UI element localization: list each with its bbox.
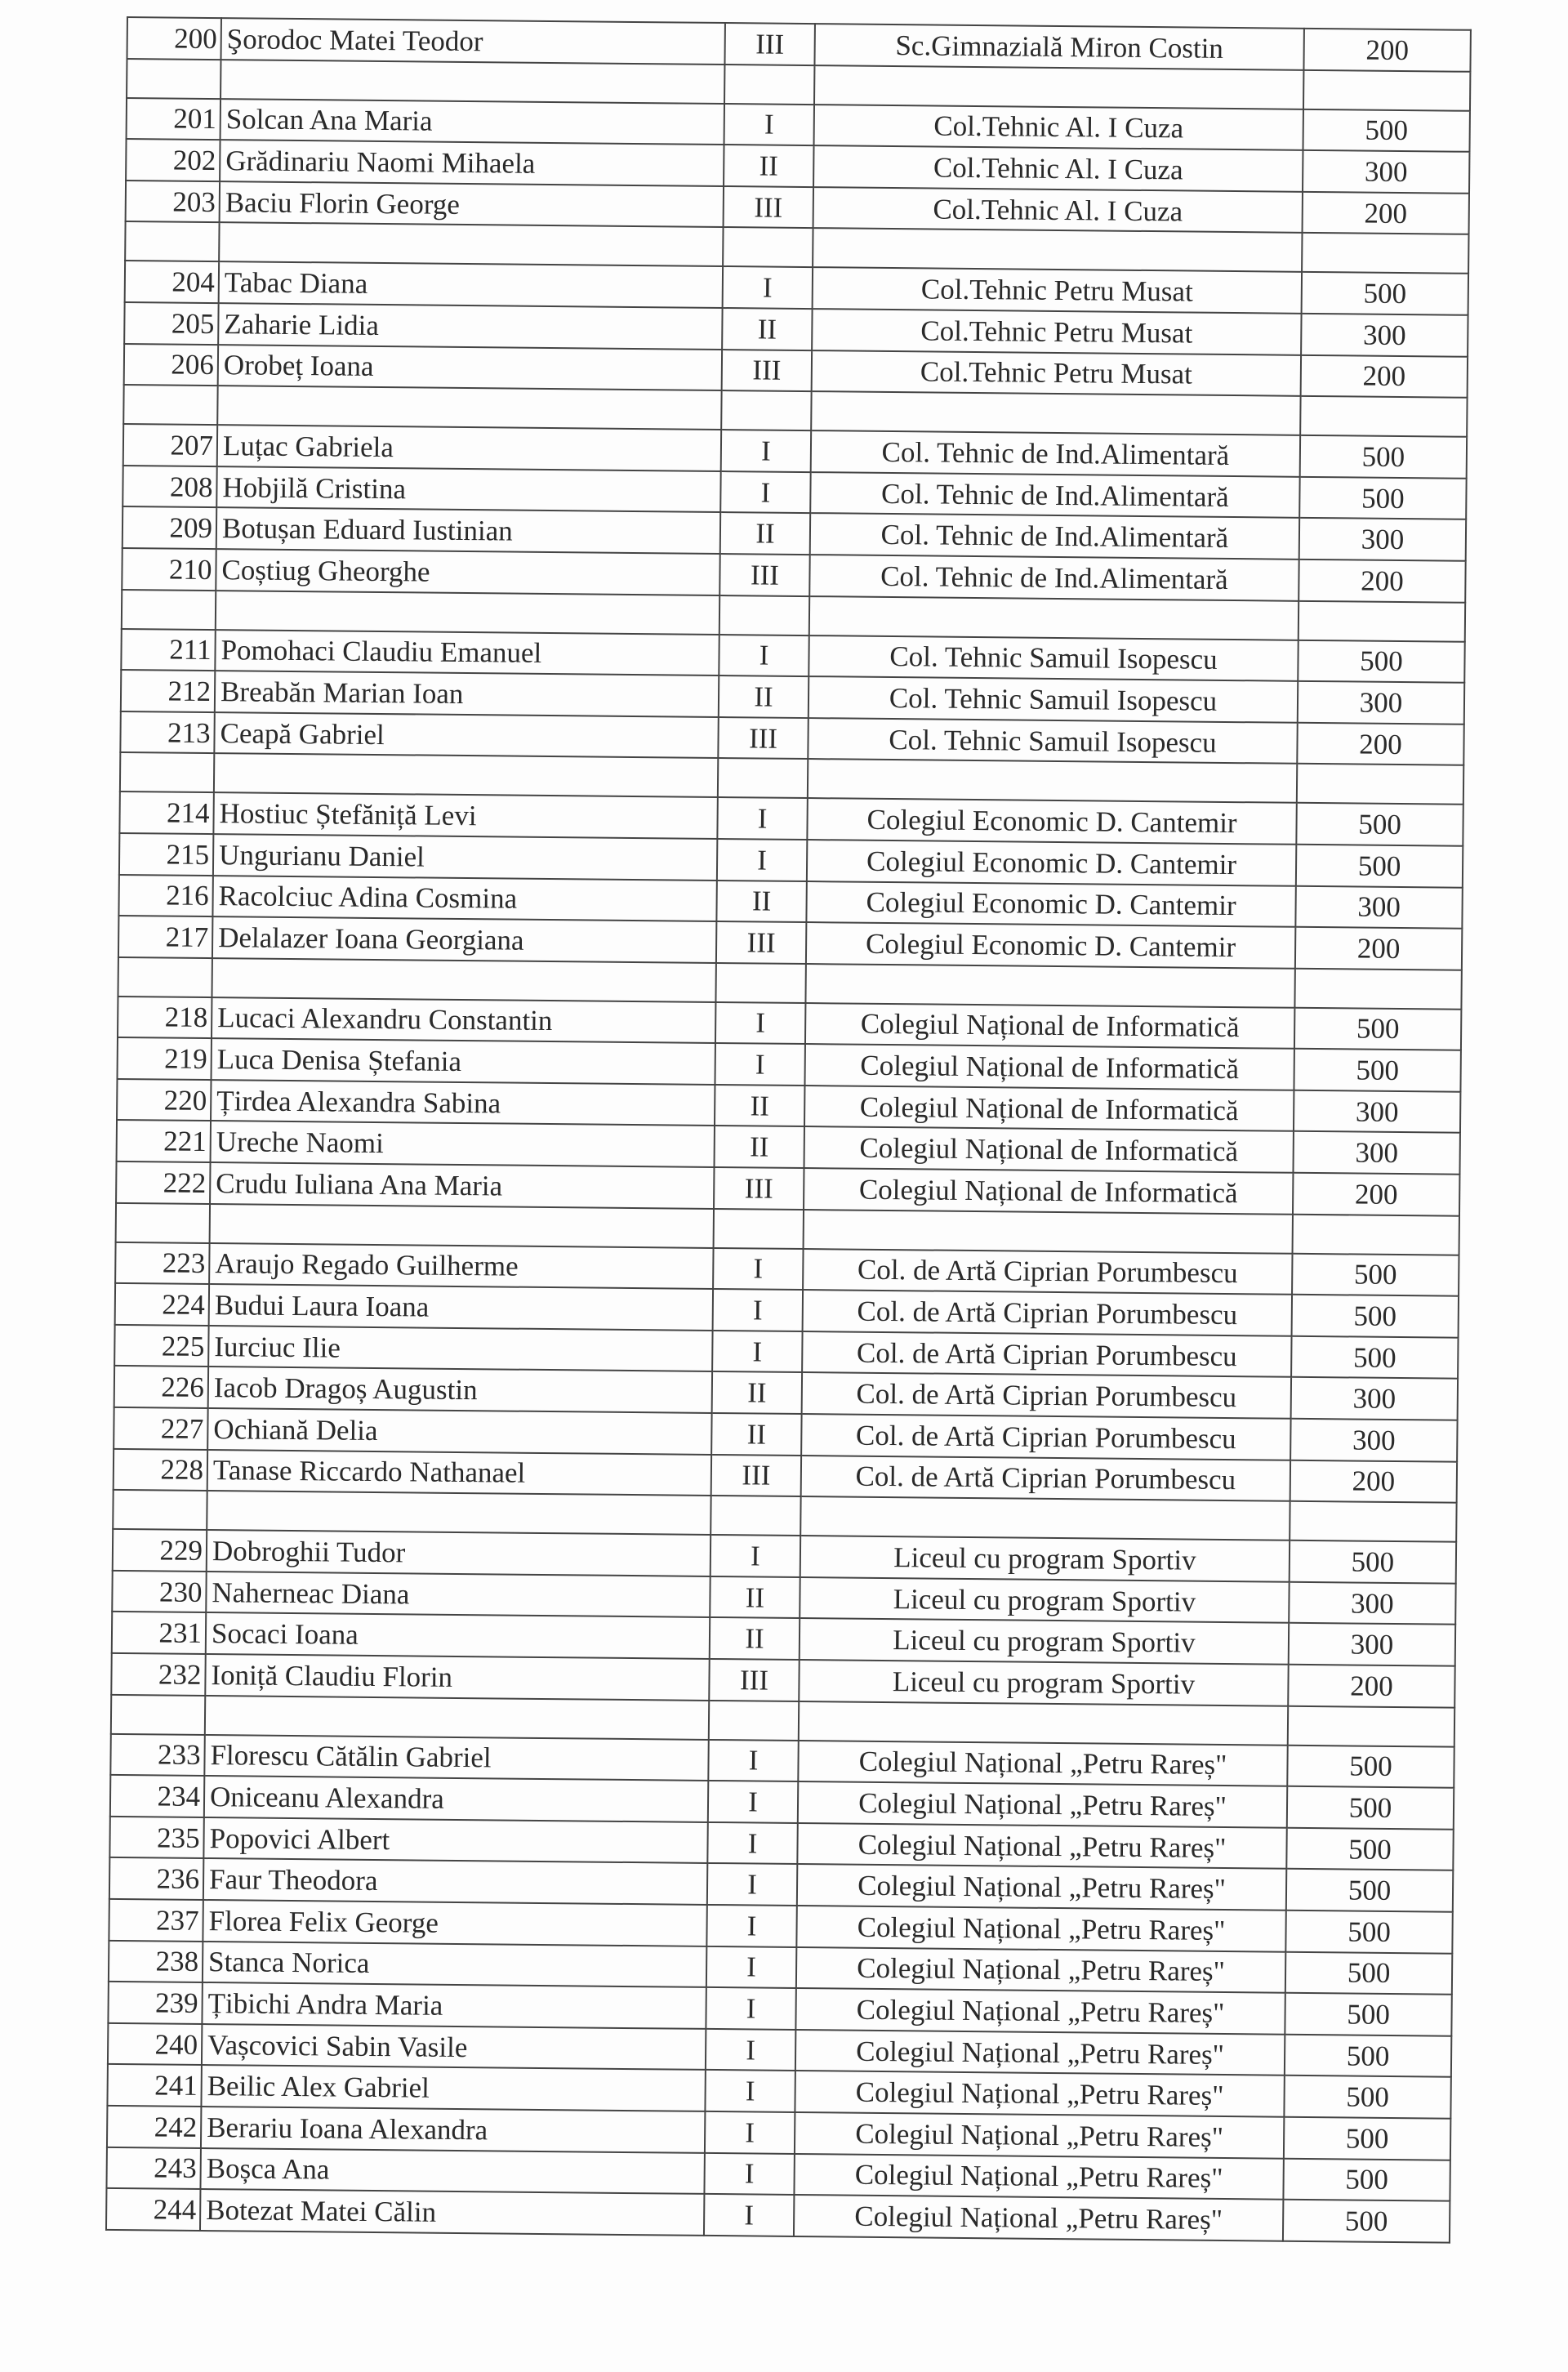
- student-name: Crudu Iuliana Ana Maria: [210, 1162, 714, 1209]
- prize-class: II: [710, 1576, 800, 1619]
- prize-class: III: [716, 921, 806, 964]
- prize-class: I: [721, 430, 811, 472]
- prize-amount: 300: [1289, 1582, 1455, 1625]
- school-name: Col.Tehnic Al. I Cuza: [813, 187, 1303, 233]
- empty-cell: [721, 390, 811, 430]
- student-name: Berariu Ioana Alexandra: [201, 2107, 705, 2153]
- prize-class: II: [710, 1617, 800, 1660]
- empty-cell: [719, 595, 809, 635]
- prize-class: I: [713, 1289, 803, 1331]
- empty-cell: [127, 59, 220, 99]
- prize-class: I: [707, 1863, 797, 1906]
- row-number: 230: [112, 1571, 206, 1613]
- empty-cell: [710, 1496, 800, 1536]
- school-name: Colegiul Național „Petru Rareș": [794, 2154, 1283, 2200]
- empty-cell: [207, 1491, 710, 1535]
- student-name: Ungurianu Daniel: [213, 834, 717, 881]
- school-name: Colegiul Național „Petru Rareș": [794, 2195, 1283, 2240]
- school-name: Colegiul Național de Informatică: [804, 1126, 1294, 1172]
- row-number: 225: [114, 1325, 208, 1367]
- student-name: Hostiuc Ștefăniță Levi: [213, 792, 717, 839]
- prize-class: II: [720, 512, 810, 555]
- school-name: Colegiul Național „Petru Rareș": [797, 1823, 1286, 1869]
- row-number: 226: [114, 1366, 208, 1408]
- row-number: 202: [126, 139, 220, 181]
- empty-cell: [809, 596, 1298, 640]
- student-name: Ioniță Claudiu Florin: [205, 1654, 709, 1701]
- student-name: Stanca Norica: [203, 1942, 706, 1988]
- prize-amount: 300: [1295, 885, 1462, 929]
- student-name: Tabac Diana: [219, 261, 723, 308]
- row-number: 207: [123, 424, 217, 466]
- prize-class: I: [705, 2111, 795, 2154]
- student-name: Faur Theodora: [203, 1858, 707, 1905]
- row-number: 206: [124, 344, 218, 386]
- row-number: 204: [125, 261, 219, 303]
- student-name: Araujo Regado Guilherme: [209, 1243, 713, 1290]
- school-name: Colegiul Național de Informatică: [804, 1086, 1294, 1131]
- row-number: 223: [115, 1242, 209, 1285]
- school-name: Colegiul Național „Petru Rareș": [796, 1947, 1285, 1993]
- school-name: Colegiul Național „Petru Rareș": [795, 1988, 1285, 2034]
- student-name: Oniceanu Alexandra: [204, 1776, 708, 1822]
- empty-cell: [1290, 1501, 1456, 1542]
- prize-amount: 500: [1286, 1828, 1453, 1871]
- student-name: Ochiană Delia: [207, 1408, 711, 1455]
- prize-class: II: [722, 308, 812, 350]
- school-name: Col. de Artă Ciprian Porumbescu: [803, 1249, 1292, 1295]
- school-name: Col. Tehnic Samuil Isopescu: [808, 635, 1298, 681]
- prize-class: II: [711, 1413, 801, 1456]
- row-number: 211: [121, 629, 215, 671]
- prize-amount: 500: [1283, 2158, 1450, 2201]
- prize-amount: 200: [1288, 1665, 1454, 1708]
- student-name: Ceapă Gabriel: [214, 712, 718, 759]
- prize-class: II: [712, 1371, 802, 1414]
- prize-amount: 200: [1298, 560, 1465, 603]
- prize-class: I: [708, 1781, 798, 1823]
- prize-amount: 500: [1285, 1951, 1452, 1995]
- prize-amount: 300: [1294, 1090, 1460, 1134]
- student-name: Florescu Cătălin Gabriel: [204, 1735, 708, 1781]
- student-name: Hobjilă Cristina: [216, 466, 720, 513]
- row-number: 209: [122, 506, 216, 549]
- prize-amount: 300: [1293, 1131, 1459, 1175]
- school-name: Col. Tehnic de Ind.Alimentară: [809, 555, 1298, 600]
- prize-class: I: [717, 797, 807, 840]
- row-number: 242: [107, 2106, 201, 2148]
- student-name: Solcan Ana Maria: [220, 99, 724, 145]
- prize-class: III: [719, 554, 809, 596]
- prize-amount: 300: [1298, 681, 1464, 725]
- row-number: 201: [127, 98, 220, 140]
- empty-cell: [111, 1695, 205, 1735]
- prize-amount: 500: [1302, 272, 1468, 315]
- school-name: Col. Tehnic de Ind.Alimentară: [810, 513, 1299, 559]
- prize-amount: 500: [1285, 1911, 1452, 1954]
- prize-class: III: [718, 717, 808, 760]
- prize-amount: 500: [1286, 1869, 1453, 1912]
- prize-class: II: [719, 675, 808, 718]
- student-name: Coștiug Gheorghe: [216, 549, 719, 595]
- student-name: Boșca Ana: [200, 2148, 704, 2195]
- empty-cell: [800, 1496, 1290, 1540]
- student-name: Beilic Alex Gabriel: [201, 2065, 705, 2111]
- row-number: 236: [109, 1857, 203, 1900]
- prize-class: I: [715, 1002, 805, 1045]
- student-name: Baciu Florin George: [220, 181, 724, 228]
- prize-amount: 500: [1292, 1295, 1459, 1338]
- student-name: Țirdea Alexandra Sabina: [211, 1080, 715, 1126]
- empty-cell: [718, 758, 808, 798]
- prize-class: I: [715, 1043, 804, 1086]
- prize-class: I: [707, 1822, 797, 1865]
- student-name: Botezat Matei Călin: [200, 2189, 704, 2236]
- school-name: Colegiul Economic D. Cantemir: [807, 798, 1296, 844]
- student-name: Tanase Riccardo Nathanael: [207, 1450, 711, 1496]
- row-number: 243: [106, 2147, 200, 2189]
- school-name: Colegiul Național de Informatică: [804, 1044, 1294, 1090]
- school-name: Colegiul Național de Informatică: [804, 1168, 1293, 1214]
- school-name: Colegiul Național „Petru Rareș": [795, 2030, 1285, 2076]
- school-name: Col. de Artă Ciprian Porumbescu: [801, 1414, 1290, 1460]
- prize-amount: 300: [1290, 1419, 1457, 1462]
- prize-amount: 300: [1301, 314, 1468, 357]
- student-name: Grădinariu Naomi Mihaela: [220, 140, 724, 186]
- prize-amount: 200: [1303, 29, 1470, 72]
- row-number: 235: [109, 1817, 203, 1859]
- student-name: Iurciuc Ilie: [208, 1326, 712, 1372]
- empty-cell: [1294, 968, 1461, 1009]
- row-number: 227: [114, 1407, 207, 1450]
- prize-class: I: [720, 471, 810, 514]
- school-name: Liceul cu program Sportiv: [800, 1536, 1290, 1581]
- school-name: Col. Tehnic Samuil Isopescu: [808, 676, 1298, 722]
- prize-class: III: [724, 186, 813, 229]
- row-number: 233: [110, 1734, 204, 1777]
- row-number: 238: [109, 1940, 203, 1982]
- prize-class: I: [706, 1946, 796, 1988]
- prize-class: I: [719, 635, 808, 677]
- school-name: Colegiul Național „Petru Rareș": [795, 2071, 1284, 2116]
- empty-cell: [814, 65, 1303, 109]
- prize-amount: 200: [1297, 723, 1463, 766]
- student-name: Racolciuc Adina Cosmina: [212, 876, 716, 922]
- prize-class: I: [723, 266, 813, 309]
- row-number: 220: [117, 1079, 211, 1121]
- empty-cell: [805, 964, 1294, 1008]
- student-name: Budui Laura Ioana: [209, 1284, 713, 1331]
- prize-class: III: [722, 350, 812, 392]
- empty-cell: [214, 753, 718, 797]
- empty-cell: [122, 590, 216, 630]
- school-name: Liceul cu program Sportiv: [800, 1618, 1289, 1664]
- prize-class: I: [724, 104, 814, 146]
- empty-cell: [125, 221, 219, 261]
- row-number: 229: [113, 1529, 207, 1572]
- prize-amount: 500: [1284, 2076, 1450, 2119]
- row-number: 214: [119, 791, 213, 834]
- student-name: Şorodoc Matei Teodor: [220, 18, 724, 65]
- prize-class: II: [724, 145, 813, 187]
- prize-amount: 500: [1291, 1336, 1458, 1380]
- empty-cell: [1300, 396, 1467, 437]
- prize-amount: 300: [1291, 1377, 1458, 1420]
- school-name: Sc.Gimnazială Miron Costin: [814, 24, 1303, 69]
- prize-amount: 500: [1303, 109, 1469, 152]
- empty-cell: [1288, 1705, 1454, 1746]
- school-name: Col. de Artă Ciprian Porumbescu: [802, 1331, 1291, 1377]
- prize-class: I: [710, 1535, 800, 1577]
- school-name: Col. de Artă Ciprian Porumbescu: [801, 1456, 1290, 1501]
- prize-amount: 500: [1284, 2117, 1450, 2160]
- prize-amount: 500: [1300, 435, 1467, 479]
- empty-cell: [1303, 69, 1470, 110]
- empty-cell: [120, 752, 214, 792]
- school-name: Col. de Artă Ciprian Porumbescu: [802, 1372, 1291, 1418]
- row-number: 240: [108, 2023, 202, 2066]
- school-name: Colegiul Național „Petru Rareș": [798, 1781, 1287, 1827]
- empty-cell: [714, 1209, 804, 1249]
- row-number: 210: [122, 548, 216, 591]
- prize-class: III: [724, 23, 814, 65]
- school-name: Col. Tehnic de Ind.Alimentară: [810, 472, 1299, 518]
- student-name: Breabăn Marian Ioan: [215, 671, 719, 717]
- school-name: Liceul cu program Sportiv: [800, 1577, 1289, 1623]
- student-name: Orobeț Ioana: [218, 345, 722, 391]
- school-name: Col.Tehnic Al. I Cuza: [814, 105, 1303, 150]
- prize-amount: 500: [1283, 2200, 1450, 2243]
- row-number: 203: [126, 181, 220, 223]
- row-number: 217: [118, 916, 212, 958]
- empty-cell: [219, 222, 723, 266]
- empty-cell: [1297, 764, 1463, 805]
- student-name: Vașcovici Sabin Vasile: [202, 2024, 706, 2071]
- empty-cell: [113, 1490, 207, 1530]
- empty-cell: [1293, 1214, 1459, 1255]
- student-name: Socaci Ioana: [206, 1612, 710, 1659]
- school-name: Col.Tehnic Petru Musat: [812, 350, 1301, 396]
- school-name: Col.Tehnic Petru Musat: [812, 309, 1301, 354]
- student-name: Zaharie Lidia: [218, 303, 722, 350]
- prize-amount: 500: [1294, 1049, 1460, 1092]
- prize-amount: 500: [1285, 2034, 1451, 2077]
- prize-amount: 500: [1290, 1540, 1456, 1584]
- prize-class: II: [716, 880, 806, 922]
- empty-cell: [804, 1210, 1293, 1254]
- student-name: Dobroghii Tudor: [207, 1530, 710, 1576]
- school-name: Col. de Artă Ciprian Porumbescu: [803, 1290, 1292, 1335]
- student-name: Naherneac Diana: [206, 1572, 710, 1618]
- prize-class: I: [704, 2194, 794, 2236]
- empty-cell: [212, 958, 715, 1002]
- prize-amount: 200: [1303, 192, 1469, 235]
- empty-cell: [715, 963, 805, 1003]
- student-name: Delalazer Ioana Georgiana: [212, 916, 716, 963]
- row-number: 221: [117, 1120, 211, 1162]
- prize-amount: 300: [1289, 1623, 1455, 1666]
- row-number: 216: [118, 874, 212, 916]
- empty-cell: [1298, 600, 1465, 641]
- empty-cell: [1302, 233, 1468, 274]
- row-number: 208: [122, 466, 216, 508]
- prize-class: II: [715, 1085, 804, 1127]
- school-name: Colegiul Național „Petru Rareș": [795, 2112, 1284, 2158]
- empty-cell: [216, 591, 719, 635]
- prize-class: III: [711, 1455, 801, 1497]
- prize-class: I: [708, 1740, 798, 1782]
- empty-cell: [118, 957, 212, 997]
- awards-table: [105, 16, 1472, 2243]
- student-name: Pomohaci Claudiu Emanuel: [215, 630, 719, 676]
- student-name: Botușan Eduard Iustinian: [216, 507, 720, 554]
- student-name: Ureche Naomi: [211, 1121, 715, 1168]
- row-number: 200: [127, 17, 221, 60]
- prize-class: I: [704, 2152, 794, 2195]
- school-name: Colegiul Național „Petru Rareș": [798, 1741, 1287, 1786]
- prize-amount: 500: [1292, 1253, 1459, 1296]
- row-number: 212: [121, 670, 215, 712]
- school-name: Col.Tehnic Petru Musat: [813, 267, 1302, 313]
- row-number: 239: [108, 1982, 202, 2024]
- prize-class: I: [717, 839, 807, 881]
- row-number: 213: [120, 711, 214, 754]
- prize-amount: 500: [1298, 640, 1464, 683]
- prize-amount: 500: [1285, 1993, 1451, 2036]
- row-number: 234: [110, 1775, 204, 1817]
- school-name: Colegiul Economic D. Cantemir: [806, 922, 1295, 968]
- empty-cell: [724, 65, 814, 105]
- prize-class: I: [706, 2029, 795, 2071]
- school-name: Liceul cu program Sportiv: [799, 1660, 1288, 1705]
- prize-amount: 500: [1294, 1007, 1461, 1050]
- document-page: [105, 16, 1470, 2243]
- student-name: Luca Denisa Ștefania: [212, 1038, 715, 1085]
- prize-amount: 200: [1301, 354, 1468, 398]
- row-number: 222: [116, 1161, 210, 1204]
- row-number: 232: [111, 1653, 205, 1696]
- student-name: Florea Felix George: [203, 1900, 706, 1946]
- student-name: Luțac Gabriela: [217, 425, 721, 471]
- prize-amount: 500: [1296, 803, 1463, 846]
- row-number: 241: [107, 2064, 201, 2107]
- prize-amount: 500: [1287, 1745, 1454, 1788]
- school-name: Colegiul Național de Informatică: [805, 1003, 1294, 1049]
- empty-cell: [217, 386, 721, 430]
- empty-cell: [709, 1701, 799, 1741]
- prize-class: I: [706, 1987, 795, 2030]
- student-name: Iacob Dragoș Augustin: [208, 1367, 712, 1413]
- empty-cell: [811, 391, 1300, 435]
- empty-cell: [723, 227, 813, 267]
- prize-amount: 200: [1293, 1173, 1459, 1216]
- row-number: 228: [114, 1449, 207, 1491]
- prize-class: I: [705, 2070, 795, 2112]
- prize-amount: 200: [1290, 1460, 1457, 1503]
- prize-amount: 500: [1296, 845, 1463, 888]
- empty-cell: [808, 759, 1297, 803]
- row-number: 218: [118, 997, 212, 1039]
- student-name: Țibichi Andra Maria: [202, 1982, 706, 2029]
- prize-class: I: [712, 1331, 802, 1373]
- row-number: 224: [115, 1283, 209, 1326]
- school-name: Colegiul Național „Petru Rareș": [797, 1864, 1286, 1910]
- row-number: 215: [119, 833, 213, 876]
- school-name: Colegiul Economic D. Cantemir: [806, 881, 1295, 927]
- prize-class: III: [714, 1167, 804, 1210]
- student-name: Popovici Albert: [203, 1817, 707, 1864]
- prize-class: I: [706, 1905, 796, 1947]
- prize-amount: 300: [1299, 518, 1466, 561]
- empty-cell: [210, 1204, 714, 1248]
- school-name: Colegiul Economic D. Cantemir: [807, 840, 1296, 885]
- school-name: Colegiul Național „Petru Rareș": [796, 1906, 1285, 1951]
- empty-cell: [799, 1701, 1288, 1746]
- row-number: 231: [112, 1612, 206, 1654]
- student-name: Lucaci Alexandru Constantin: [212, 997, 715, 1044]
- prize-amount: 200: [1295, 927, 1462, 970]
- table-body: [106, 17, 1471, 2242]
- prize-amount: 500: [1287, 1786, 1454, 1830]
- empty-cell: [205, 1696, 709, 1740]
- row-number: 244: [106, 2188, 200, 2231]
- row-number: 219: [118, 1037, 212, 1080]
- school-name: Col.Tehnic Al. I Cuza: [813, 145, 1303, 191]
- row-number: 205: [124, 302, 218, 345]
- prize-class: I: [713, 1248, 803, 1291]
- prize-amount: 500: [1299, 477, 1466, 520]
- prize-class: III: [709, 1659, 799, 1701]
- prize-class: II: [715, 1126, 804, 1168]
- row-number: 237: [109, 1899, 203, 1942]
- empty-cell: [123, 385, 217, 425]
- empty-cell: [813, 228, 1302, 272]
- empty-cell: [220, 60, 724, 104]
- prize-amount: 300: [1303, 150, 1469, 194]
- empty-cell: [116, 1203, 210, 1243]
- school-name: Col. Tehnic Samuil Isopescu: [808, 718, 1297, 764]
- school-name: Col. Tehnic de Ind.Alimentară: [811, 430, 1300, 476]
